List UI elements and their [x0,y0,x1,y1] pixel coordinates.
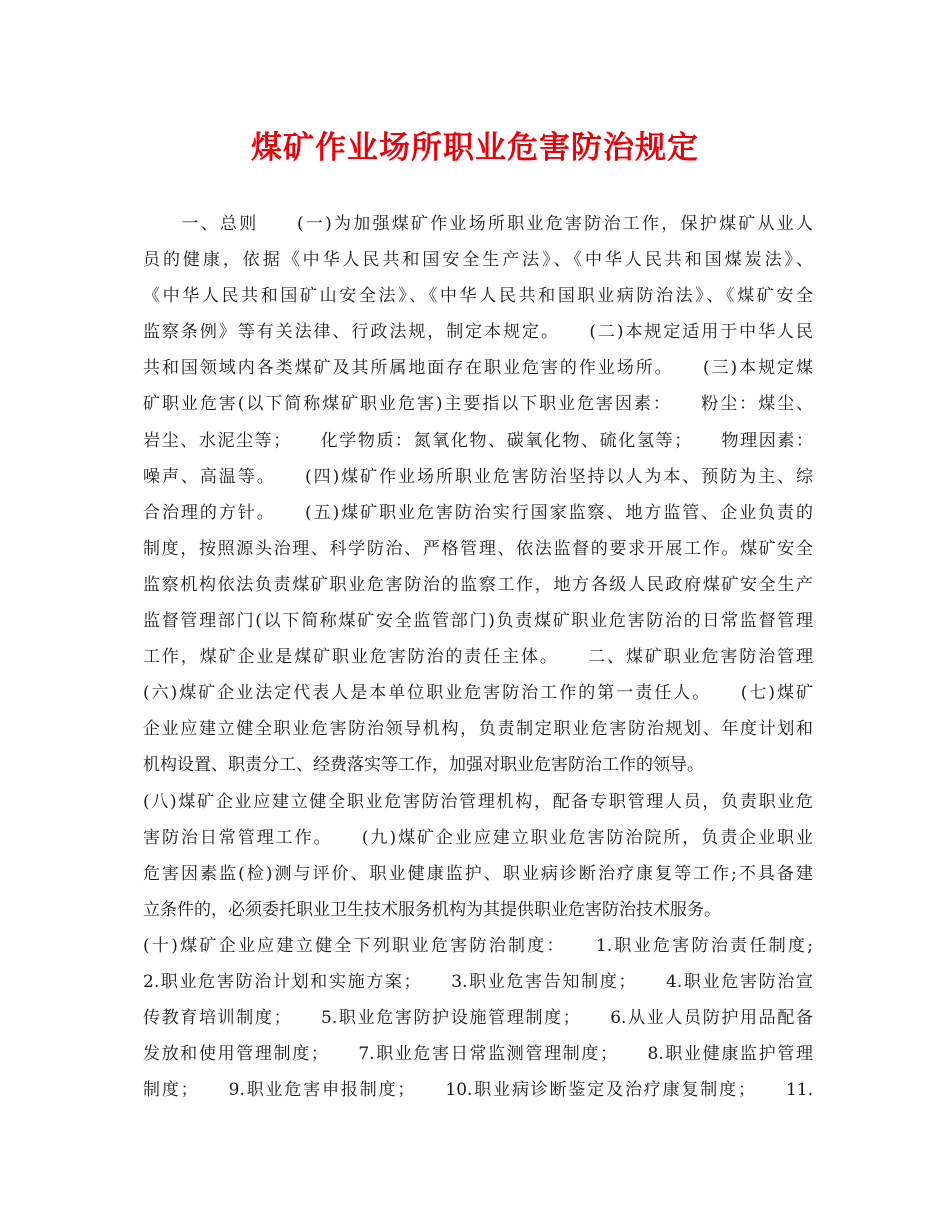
body-line: 矿职业危害(以下简称煤矿职业危害)主要指以下职业危害因素： 粉尘：煤尘、 [143,394,813,415]
document-title: 煤矿作业场所职业危害防治规定 [251,130,699,166]
body-line: (八)煤矿企业应建立健全职业危害防治管理机构，配备专职管理人员，负责职业危 [143,791,813,812]
body-line: 传教育培训制度； 5.职业危害防护设施管理制度； 6.从业人员防护用品配备 [143,1008,813,1029]
body-line: 合治理的方针。 (五)煤矿职业危害防治实行国家监察、地方监管、企业负责的 [143,502,813,523]
body-line: 一、总则 (一)为加强煤矿作业场所职业危害防治工作，保护煤矿从业人 [143,214,813,234]
body-line: (十)煤矿企业应建立健全下列职业危害防治制度： 1.职业危害防治责任制度; [143,935,813,956]
body-line: 《中华人民共和国矿山安全法》、《中华人民共和国职业病防治法》、《煤矿安全 [143,286,813,307]
body-line: 监察条例》等有关法律、行政法规，制定本规定。 (二)本规定适用于中华人民 [143,322,813,343]
body-line: 岩尘、水泥尘等； 化学物质：氮氧化物、碳氧化物、硫化氢等； 物理因素： [143,430,813,451]
body-line: 工作，煤矿企业是煤矿职业危害防治的责任主体。 二、煤矿职业危害防治管理 [143,647,813,668]
body-line: 员的健康，依据《中华人民共和国安全生产法》、《中华人民共和国煤炭法》、 [143,250,813,271]
body-line: 危害因素监(检)测与评价、职业健康监护、职业病诊断治疗康复等工作;不具备建 [143,863,813,884]
body-line: 立条件的，必须委托职业卫生技术服务机构为其提供职业危害防治技术服务。 [143,899,721,920]
body-line: 制度，按照源头治理、科学防治、严格管理、依法监督的要求开展工作。煤矿安全 [143,538,813,559]
body-line: 2.职业危害防治计划和实施方案； 3.职业危害告知制度； 4.职业危害防治宣 [143,971,813,992]
body-line: 共和国领域内各类煤矿及其所属地面存在职业危害的作业场所。 (三)本规定煤 [143,358,813,379]
body-line: 发放和使用管理制度； 7.职业危害日常监测管理制度； 8.职业健康监护管理 [143,1044,813,1065]
body-line: 害防治日常管理工作。 (九)煤矿企业应建立职业危害防治院所，负责企业职业 [143,827,813,848]
body-line: 制度； 9.职业危害申报制度； 10.职业病诊断鉴定及治疗康复制度； 11. [143,1080,813,1101]
body-line: 企业应建立健全职业危害防治领导机构，负责制定职业危害防治规划、年度计划和 [143,719,813,740]
body-line: 监察机构依法负责煤矿职业危害防治的监察工作，地方各级人民政府煤矿安全生产 [143,574,813,595]
body-line: 监督管理部门(以下简称煤矿安全监管部门)负责煤矿职业危害防治的日常监督管理 [143,611,813,632]
document-body [143,206,813,1108]
body-line: 噪声、高温等。 (四)煤矿作业场所职业危害防治坚持以人为本、预防为主、综 [143,466,813,487]
body-line: 机构设置、职责分工、经费落实等工作，加强对职业危害防治工作的领导。 [143,755,704,776]
body-line: (六)煤矿企业法定代表人是本单位职业危害防治工作的第一责任人。 (七)煤矿 [143,683,813,704]
